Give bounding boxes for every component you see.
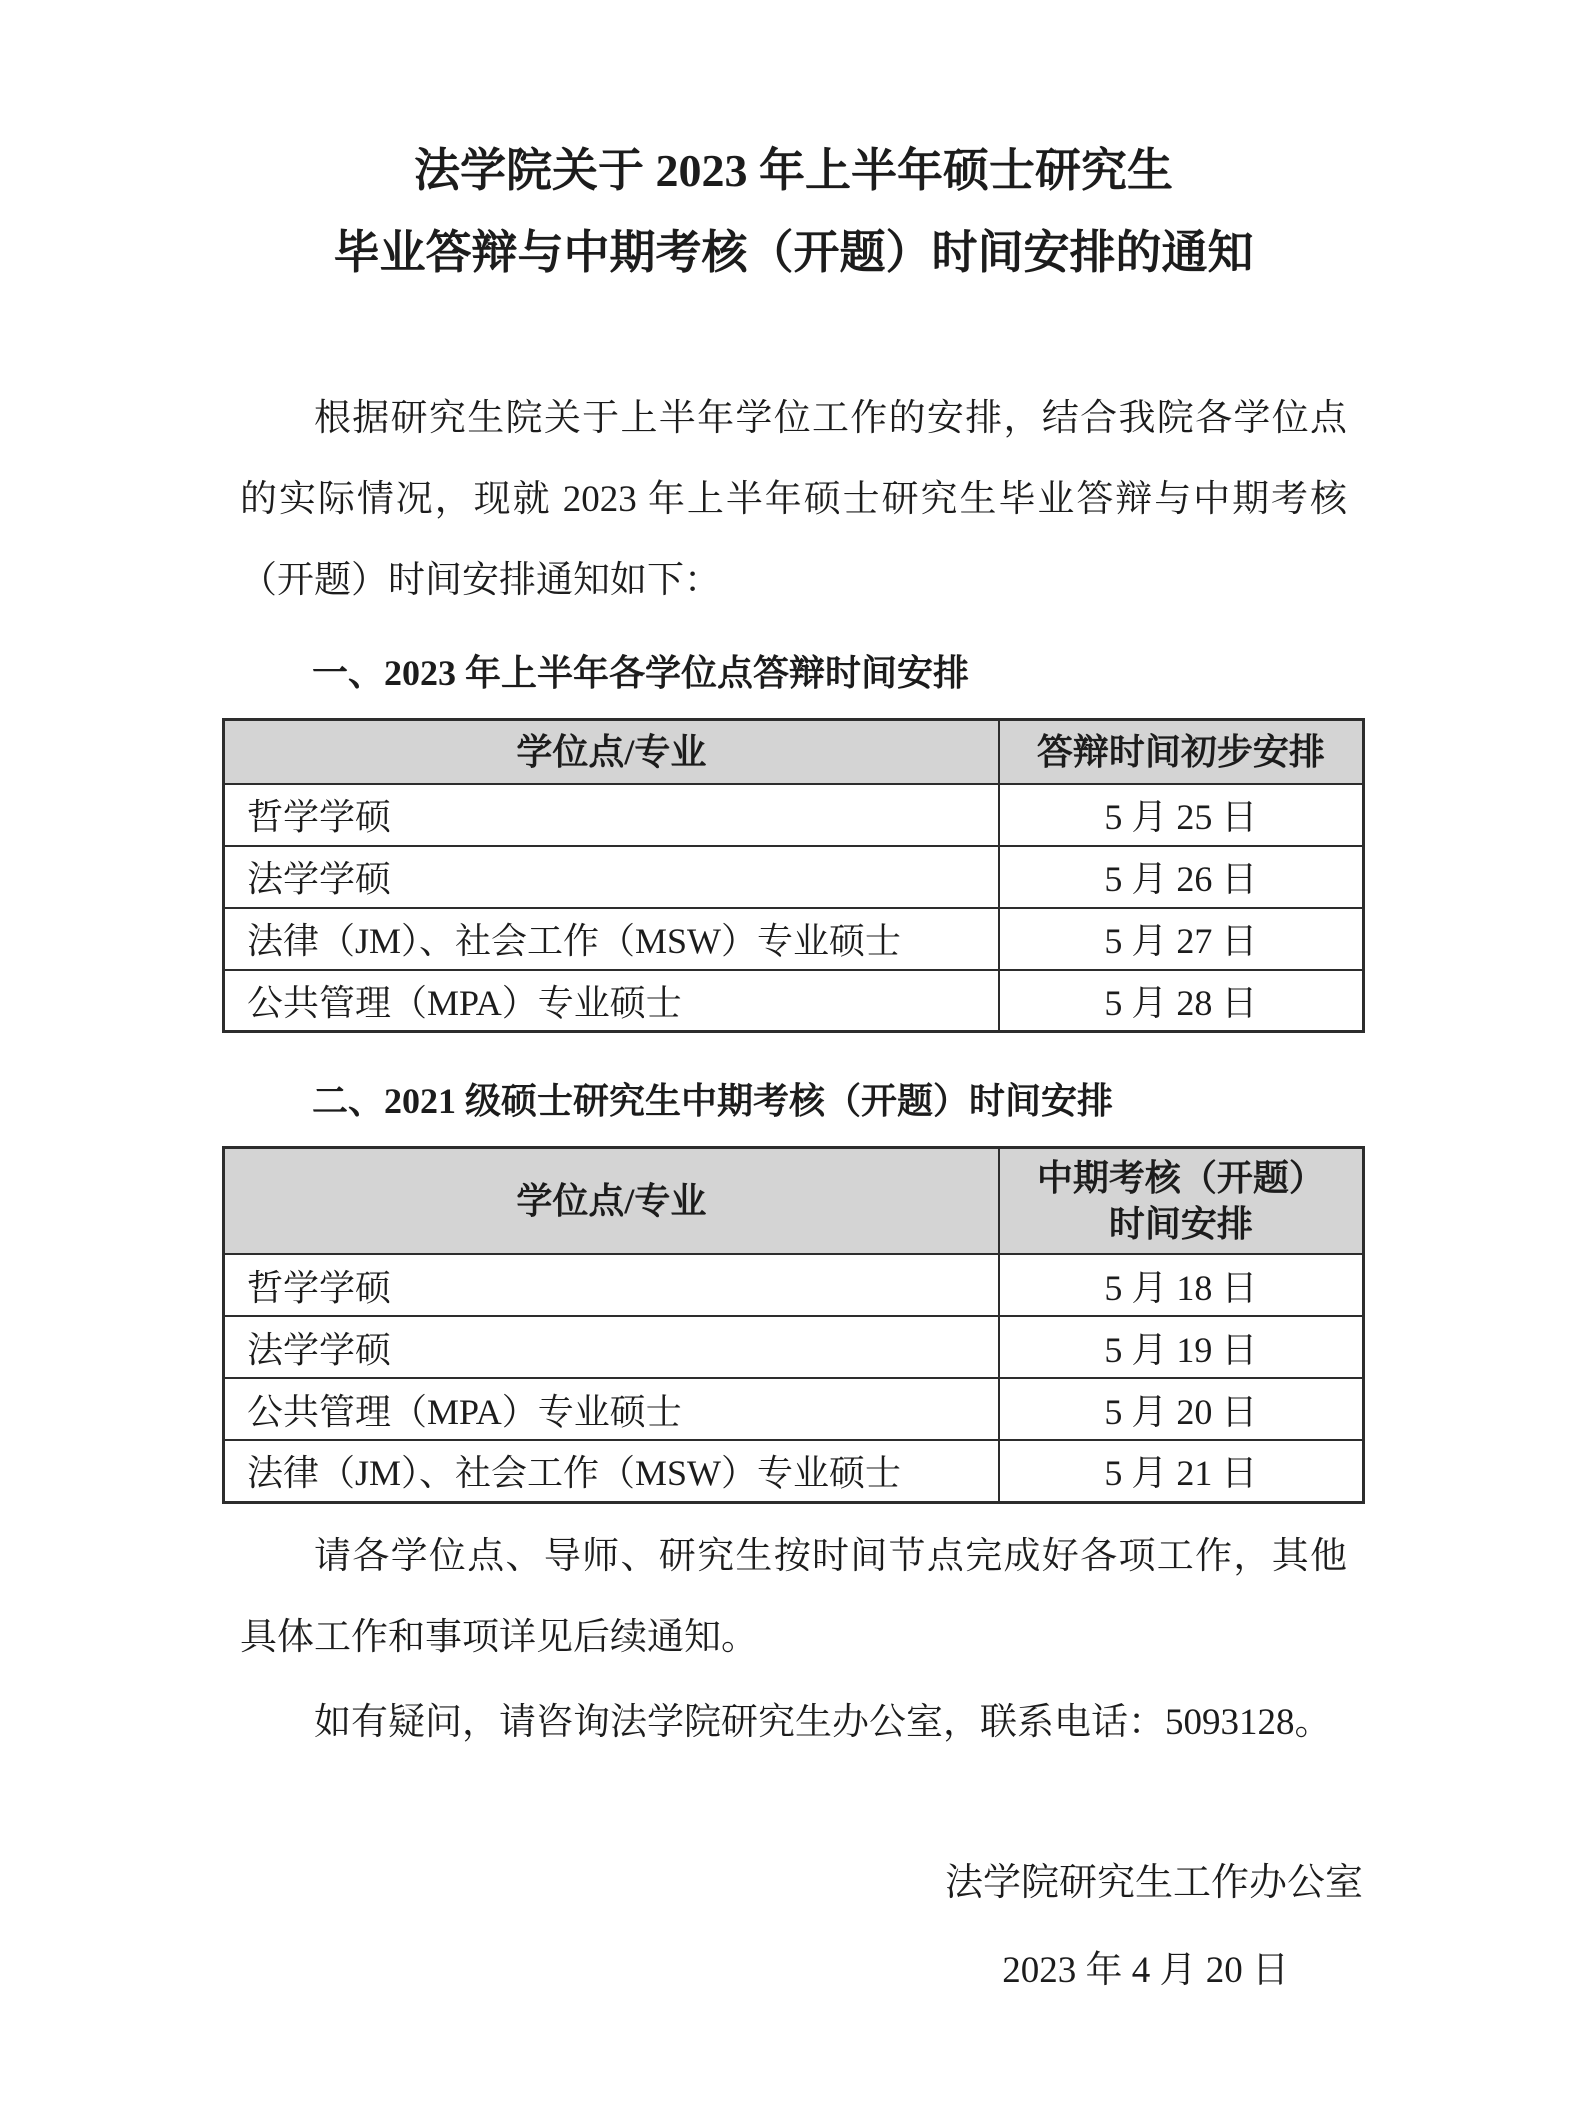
date-cell: 5 月 19 日: [999, 1316, 1364, 1378]
midterm-table-header-row: [224, 1148, 1364, 1255]
date-cell: 5 月 18 日: [999, 1254, 1364, 1316]
degree-column-header: 学位点/专业: [224, 1148, 999, 1255]
table-row: [224, 846, 1364, 908]
table-row: [224, 908, 1364, 970]
closing-paragraph: 请各学位点、导师、研究生按时间节点完成好各项工作，其他具体工作和事项详见后续通知。: [240, 1535, 1347, 1658]
table-row: [224, 784, 1364, 846]
midterm-schedule-table: [222, 1146, 1365, 1504]
degree-cell: 法学学硕: [224, 846, 999, 908]
signature-office: 法学院研究生工作办公室: [944, 1861, 1363, 1904]
midterm-header-line-1: 中期考核（开题）: [1036, 1158, 1325, 1198]
contact-paragraph: 如有疑问，请咨询法学院研究生办公室，联系电话：5093128。: [314, 1701, 1332, 1743]
title-line-2: 毕业答辩与中期考核（开题）时间安排的通知: [333, 227, 1254, 278]
table-row: [224, 970, 1364, 1032]
table-row: [224, 1440, 1364, 1502]
date-cell: 5 月 25 日: [999, 784, 1364, 846]
table-row: [224, 1378, 1364, 1440]
defense-schedule-table: [222, 718, 1365, 1033]
degree-column-header: 学位点/专业: [224, 720, 999, 784]
section-1-heading: 一、2023 年上半年各学位点答辩时间安排: [312, 653, 970, 693]
midterm-header-line-2: 时间安排: [1108, 1204, 1253, 1244]
date-cell: 5 月 26 日: [999, 846, 1364, 908]
table-row: [224, 1254, 1364, 1316]
defense-table-header-row: [224, 720, 1364, 784]
midterm-time-column-header: [999, 1148, 1364, 1255]
date-cell: 5 月 28 日: [999, 970, 1364, 1032]
table-row: [224, 1316, 1364, 1378]
title-line-1: 法学院关于 2023 年上半年硕士研究生: [414, 145, 1173, 196]
defense-time-column-header: 答辩时间初步安排: [999, 720, 1364, 784]
notice-title: [222, 130, 1365, 294]
degree-cell: 哲学学硕: [224, 1254, 999, 1316]
date-cell: 5 月 27 日: [999, 908, 1364, 970]
degree-cell: 公共管理（MPA）专业硕士: [224, 970, 999, 1032]
intro-paragraph: 根据研究生院关于上半年学位工作的安排，结合我院各学位点的实际情况，现就 2023 年上半年硕士研究生毕业答辩与中期考核（开题）时间安排通知如下：: [240, 398, 1347, 601]
date-cell: 5 月 20 日: [999, 1378, 1364, 1440]
degree-cell: 公共管理（MPA）专业硕士: [224, 1378, 999, 1440]
degree-cell: 法律（JM）、社会工作（MSW）专业硕士: [224, 1440, 999, 1502]
degree-cell: 法学学硕: [224, 1316, 999, 1378]
section-2-heading: 二、2021 级硕士研究生中期考核（开题）时间安排: [312, 1081, 1114, 1121]
signature-date: 2023 年 4 月 20 日: [1002, 1949, 1289, 1991]
degree-cell: 法律（JM）、社会工作（MSW）专业硕士: [224, 908, 999, 970]
degree-cell: 哲学学硕: [224, 784, 999, 846]
date-cell: 5 月 21 日: [999, 1440, 1364, 1502]
